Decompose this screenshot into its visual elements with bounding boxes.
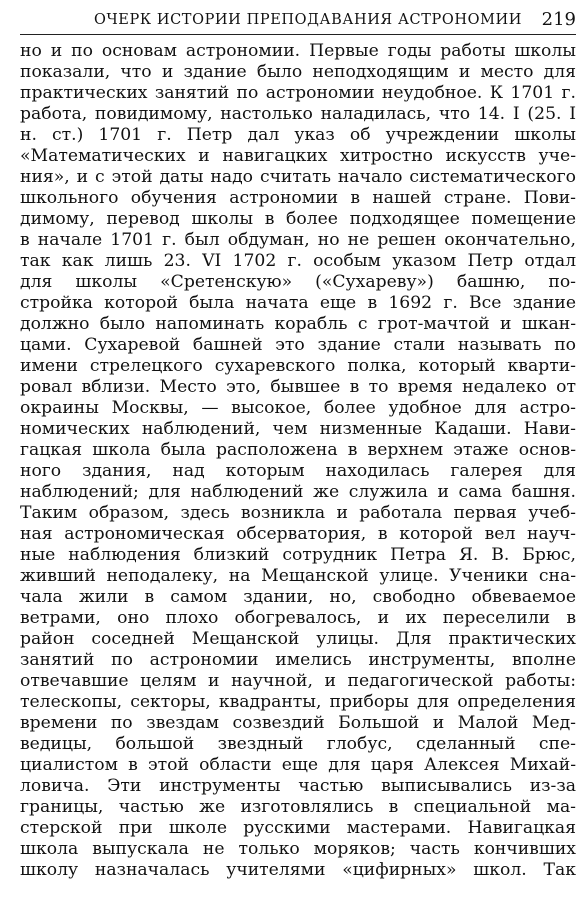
text-line: показали, что и здание было неподходящим и место для [20,62,576,82]
text-line: ная астрономическая обсерватория, в которой вел науч- [20,524,576,544]
text-line: номических наблюдений, чем низменные Кадаши. Нави- [20,419,576,439]
text-line: н. ст.) 1701 г. Петр дал указ об учреждении школы [20,125,576,145]
text-line: чала жили в самом здании, но, свободно обвеваемое [20,587,576,607]
text-line: Таким образом, здесь возникла и работала первая учеб- [20,503,576,523]
text-line: но и по основам астрономии. Первые годы работы школы [20,41,576,61]
text-line: практических занятий по астрономии неудобное. К 1701 г. [20,83,576,103]
text-line: живший неподалеку, на Мещанской улице. Ученики сна- [20,566,576,586]
text-line: «Математических и навигацких хитростно искусств уче- [20,146,576,166]
text-line: ветрами, оно плохо обогревалось, и их переселили в [20,608,576,628]
text-line: школа выпускала не только моряков; часть кончивших [20,839,576,859]
text-line: школу назначалась учителями «цифирных» школ. Так [20,860,576,880]
text-line: стройка которой была начата еще в 1692 г. Все здание [20,293,576,313]
page-header [20,8,576,35]
text-line: ного здания, над которым находилась галерея для [20,461,576,481]
text-line: так как лишь 23. VI 1702 г. особым указом Петр отдал [20,251,576,271]
text-line: времени по звездам созвездий Большой и Малой Мед- [20,713,576,733]
text-line: ловича. Эти инструменты частью выписывались из-за [20,776,576,796]
text-line: имени стрелецкого сухаревского полка, который кварти- [20,356,576,376]
page-number: 219 [541,9,576,30]
text-line: ровал вблизи. Место это, бывшее в то время недалеко от [20,377,576,397]
text-line: ния», и с этой даты надо считать начало систематического [20,167,576,187]
text-line: должно было напоминать корабль с грот-мачтой и шкан- [20,314,576,334]
text-line: отвечавшие целям и научной, и педагогической работы: [20,671,576,691]
text-line: ные наблюдения близкий сотрудник Петра Я. В. Брюс, [20,545,576,565]
text-line: занятий по астрономии имелись инструменты, вполне [20,650,576,670]
text-line: окраины Москвы, — высокое, более удобное для астро- [20,398,576,418]
text-line: наблюдений; для наблюдений же служила и сама башня. [20,482,576,502]
text-line: цами. Сухаревой башней это здание стали называть по [20,335,576,355]
text-line: циалистом в этой области еще для царя Алексея Михай- [20,755,576,775]
body-text [20,41,576,881]
text-line: в начале 1701 г. был обдуман, но не решен окончательно, [20,230,576,250]
text-line: для школы «Сретенскую» («Сухареву») башню, по- [20,272,576,292]
text-line: стерской при школе русскими мастерами. Навигацкая [20,818,576,838]
text-line: школьного обучения астрономии в нашей стране. Пови- [20,188,576,208]
text-line: район соседней Мещанской улицы. Для практических [20,629,576,649]
text-line: димому, перевод школы в более подходящее помещение [20,209,576,229]
text-line: границы, частью же изготовлялись в специальной ма- [20,797,576,817]
text-line: гацкая школа была расположена в верхнем этаже основ- [20,440,576,460]
text-line: телескопы, секторы, квадранты, приборы для определения [20,692,576,712]
text-line: работа, повидимому, настолько наладилась, что 14. I (25. I [20,104,576,124]
running-title: ОЧЕРК ИСТОРИИ ПРЕПОДАВАНИЯ АСТРОНОМИИ [94,12,523,28]
text-line: ведицы, большой звездный глобус, сделанный спе- [20,734,576,754]
